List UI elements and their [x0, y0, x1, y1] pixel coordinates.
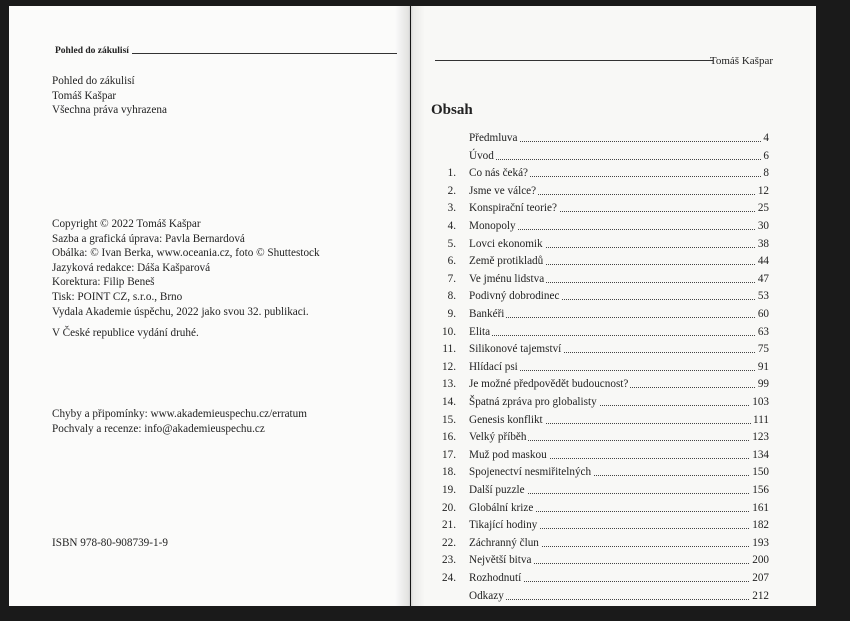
toc-entry-title: Špatná zpráva pro globalisty: [469, 396, 597, 408]
running-head-right: Tomáš Kašpar: [709, 55, 773, 67]
toc-entry-title: Co nás čeká?: [469, 167, 529, 180]
toc-entry-page: 103: [752, 396, 769, 408]
toc-entry-number: 4.: [447, 220, 456, 232]
credit-line-7: Vydala Akademie úspěchu, 2022 jako svou 32. publikaci.: [52, 305, 309, 318]
toc-entry-page: 53: [757, 290, 769, 303]
toc-entry: [421, 326, 769, 343]
toc-entry-page: 25: [757, 202, 769, 215]
toc-entry-page: 75: [757, 343, 769, 356]
toc-entry: [421, 519, 769, 536]
toc-entry-page: 150: [752, 466, 769, 479]
toc-entry-title: Jsme ve válce?: [469, 184, 537, 197]
toc-entry-page: 4: [763, 132, 769, 144]
toc-entry-title: Spojenectví nesmiřitelných: [469, 466, 592, 479]
toc-entry: [421, 466, 769, 483]
toc-entry-title: Velký příběh: [469, 431, 527, 444]
toc-entry-title: Odkazy: [469, 589, 504, 602]
credit-line-6: Tisk: POINT CZ, s.r.o., Brno: [52, 291, 183, 303]
toc-entry: [421, 396, 769, 413]
credit-line-2: Sazba a grafická úprava: Pavla Bernardová: [52, 232, 245, 245]
toc-entry-title: Silikonové tajemství: [469, 343, 562, 356]
toc-entry-page: 47: [757, 272, 769, 285]
isbn: ISBN 978-80-908739-1-9: [52, 537, 168, 549]
toc-entry-number: 20.: [442, 501, 456, 514]
toc-entry: [421, 361, 769, 378]
toc-entry: [421, 502, 769, 519]
toc-entry: [421, 414, 769, 431]
left-page: [9, 6, 410, 606]
toc-entry-title: Největší bitva: [469, 554, 532, 567]
toc-entry: [421, 185, 769, 202]
toc-entry-page: 8: [763, 167, 769, 180]
edition-note: V České republice vydání druhé.: [52, 327, 199, 339]
toc-entry-page: 30: [757, 220, 769, 232]
toc-entry-page: 182: [752, 519, 769, 532]
toc-entry: [421, 308, 769, 325]
toc-entry-number: 8.: [447, 290, 456, 303]
toc-entry-page: 207: [752, 572, 769, 584]
toc-leader-dots: [469, 159, 769, 160]
toc-entry: [421, 290, 769, 307]
toc-entry-title: Záchranný člun: [469, 536, 539, 549]
toc-entry-page: 212: [752, 589, 769, 602]
toc-entry-number: 9.: [447, 308, 456, 320]
toc-entry-number: 10.: [442, 325, 456, 338]
toc-entry-page: 193: [752, 536, 769, 549]
toc-entry-number: 15.: [442, 413, 456, 426]
toc-entry-number: 11.: [442, 343, 456, 356]
toc-entry-title: Rozhodnutí: [469, 572, 522, 584]
toc-entry-number: 18.: [442, 466, 456, 479]
toc-entry-number: 12.: [442, 360, 456, 373]
toc-entry-number: 21.: [442, 519, 456, 532]
toc-entry-number: 1.: [447, 167, 456, 180]
toc-entry-page: 91: [757, 360, 769, 373]
toc-entry: [421, 255, 769, 272]
toc-entry-number: 6.: [447, 255, 456, 268]
toc-entry: [421, 484, 769, 501]
toc-entry: [421, 238, 769, 255]
running-head-rule-right: [435, 60, 713, 61]
toc-entry: [421, 537, 769, 554]
title-line-2: Tomáš Kašpar: [52, 89, 117, 102]
contact-line-1: Chyby a připomínky: www.akademieuspechu.cz/erratum: [52, 408, 307, 420]
toc-entry-page: 38: [757, 237, 769, 250]
toc-entry-page: 6: [763, 149, 769, 162]
credit-line-5: Korektura: Filip Beneš: [52, 276, 155, 289]
toc-entry-number: 16.: [442, 431, 456, 444]
toc-heading: Obsah: [431, 102, 473, 118]
running-head-left: Pohled do zákulisí: [55, 46, 129, 56]
toc-leader-dots: [469, 599, 769, 600]
toc-entry-number: 3.: [447, 202, 456, 215]
credit-line-3: Obálka: © Ivan Berka, www.oceania.cz, foto © Shuttestock: [52, 247, 320, 260]
toc-entry-number: 14.: [442, 396, 456, 408]
toc-entry-number: 24.: [442, 572, 456, 584]
toc-entry-title: Předmluva: [469, 132, 518, 144]
toc-entry-title: Hlídací psi: [469, 360, 518, 373]
toc-entry-title: Další puzzle: [469, 484, 525, 496]
toc-entry: [421, 202, 769, 219]
credit-line-1: Copyright © 2022 Tomáš Kašpar: [52, 218, 201, 230]
toc-entry-page: 99: [757, 378, 769, 391]
toc-entry-title: Bankéři: [469, 308, 505, 320]
toc-entry: [421, 431, 769, 448]
toc-entry-title: Podivný dobrodinec: [469, 290, 560, 303]
contact-line-2: Pochvaly a recenze: info@akademieuspechu.cz: [52, 422, 265, 435]
toc-entry-page: 12: [757, 184, 769, 197]
toc-entry: [421, 378, 769, 395]
title-line-1: Pohled do zákulisí: [52, 75, 135, 87]
toc-entry-title: Genesis konflikt: [469, 413, 543, 426]
toc-entry-page: 60: [757, 308, 769, 320]
toc-entry-page: 63: [757, 325, 769, 338]
toc-entry-page: 200: [752, 554, 769, 567]
toc-entry-page: 134: [752, 448, 769, 461]
toc-entry-page: 156: [752, 484, 769, 496]
toc-entry-title: Globální krize: [469, 501, 534, 514]
toc-entry-page: 111: [753, 413, 769, 426]
toc-entry-number: 22.: [442, 536, 456, 549]
book-gutter: [395, 6, 425, 606]
toc-entry-title: Je možné předpovědět budoucnost?: [469, 378, 629, 391]
toc-entry: [421, 220, 769, 237]
toc-entry: [421, 554, 769, 571]
toc-entry: [421, 167, 769, 184]
toc-entry-number: 23.: [442, 554, 456, 567]
toc-entry: [421, 273, 769, 290]
toc-entry-page: 123: [752, 431, 769, 444]
toc-entry: [421, 343, 769, 360]
toc-entry-title: Konspirační teorie?: [469, 202, 557, 215]
toc-entry: [421, 590, 769, 606]
toc-entry-title: Tikající hodiny: [469, 519, 538, 532]
running-head-rule-left: [132, 53, 397, 54]
toc-entry-number: 19.: [442, 484, 456, 496]
toc-entry-title: Elita: [469, 325, 491, 338]
toc-entry-title: Monopoly: [469, 220, 516, 232]
toc-entry-number: 2.: [447, 184, 456, 197]
toc-leader-dots: [469, 335, 769, 336]
toc-entry-number: 13.: [442, 378, 456, 391]
toc-entry-page: 44: [757, 255, 769, 268]
credit-line-4: Jazyková redakce: Dáša Kašparová: [52, 261, 211, 274]
toc-entry-title: Ve jménu lidstva: [469, 272, 545, 285]
toc-entry-page: 161: [752, 501, 769, 514]
title-line-3: Všechna práva vyhrazena: [52, 104, 167, 117]
toc-entry-title: Lovci ekonomik: [469, 237, 543, 250]
toc-entry-title: Muž pod maskou: [469, 448, 547, 461]
toc-entry: [421, 150, 769, 167]
toc-entry-number: 5.: [447, 237, 456, 250]
toc-entry-title: Úvod: [469, 149, 494, 162]
toc-entry-number: 7.: [447, 272, 456, 285]
toc-entry-title: Země protikladů: [469, 255, 544, 268]
toc-leader-dots: [469, 317, 769, 318]
toc-entry: [421, 449, 769, 466]
toc-entry: [421, 132, 769, 149]
toc-entry-number: 17.: [442, 448, 456, 461]
toc-entry: [421, 572, 769, 589]
right-page: [411, 6, 816, 606]
